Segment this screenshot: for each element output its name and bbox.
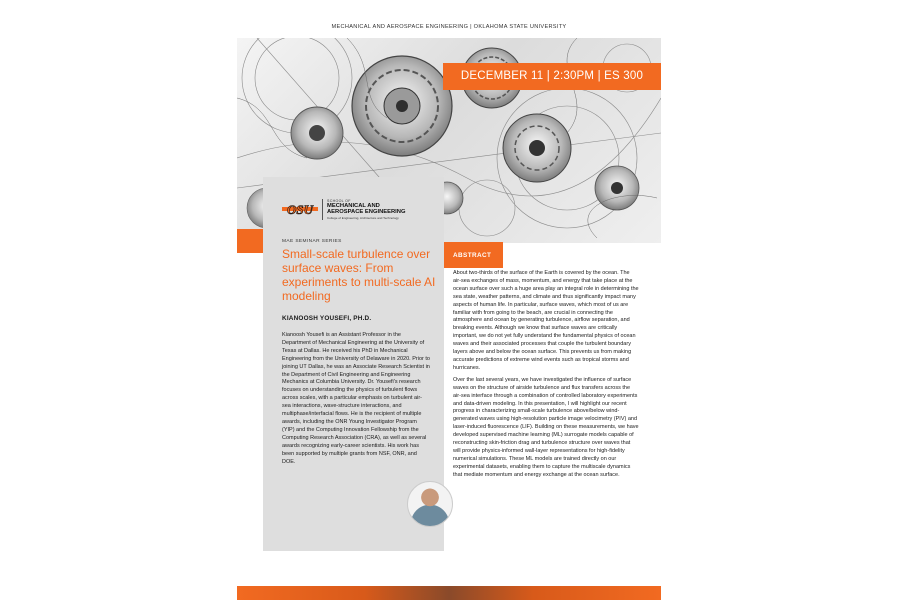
logo-line2: AEROSPACE ENGINEERING: [327, 209, 406, 216]
abstract-paragraph-2: Over the last several years, we have investigated the influence of surface waves on the structure of airside turbulence and flux transfers across the air-sea interface through a combination of controlled laboratory experiments and data-driven modeling. In this presentation, I will highlight our recent progress in characterizing small-scale turbulence above/below wind-generated waves using high-resolution particle image velocimetry (PIV) and laser-induced fluorescence (LIF). Building on these measurements, we have developed supervised machine learning (ML) surrogate models capable of reconstructing skin-friction drag and turbulence structure over waves that will provide physics-informed wall-layer representations for high-fidelity numerical simulations. These ML models are trained directly on our experimental datasets, enabling them to capture the multiscale dynamics that mediate momentum and energy exchange at the ocean surface.: [453, 376, 639, 478]
speaker-bio: Kianoosh Yousefi is an Assistant Professor in the Department of Mechanical Engineering at the University of Texas at Dallas. He received his PhD in Mechanical Engineering from the University of Delaware in 2020. Prior to joining UT Dallas, he was an Associate Research Scientist in the Department of Civil Engineering and Engineering Mechanics at Columbia University. Dr. Yousefi's research focuses on understanding the physics of turbulent flows across scales, with a particular emphasis on turbulent air-sea interactions, wave-structure interactions, and multiphase/interfacial flows. He is the recipient of multiple awards, including the ONR Young Investigator Program (YIP) and the Computing Innovation Fellowship from the Computing Research Association (CRA), as well as several awards recognizing early-career scientists. His work has been supported by multiple grants from NSF, ONR, and DOE.: [282, 332, 430, 465]
speaker-photo-icon: [407, 481, 453, 527]
osu-mark-text: OSU: [286, 202, 314, 218]
abstract-heading: ABSTRACT: [444, 242, 503, 268]
event-date-banner: DECEMBER 11 | 2:30PM | ES 300: [443, 63, 661, 90]
abstract-body: [453, 270, 639, 484]
institution-header: MECHANICAL AND AEROSPACE ENGINEERING | OKLAHOMA STATE UNIVERSITY: [331, 24, 567, 30]
logo-line1: MECHANICAL AND: [327, 203, 380, 209]
osu-mark-icon: [282, 199, 318, 219]
seminar-series: MAE SEMINAR SERIES: [282, 239, 342, 244]
talk-title: Small-scale turbulence over surface waves: From experiments to multi-scale AI modeling: [282, 247, 436, 303]
footer-band: [237, 586, 661, 600]
logo-college: College of Engineering, Architecture and Technology: [327, 215, 399, 220]
logo-school-of: SCHOOL OF: [327, 199, 351, 203]
speaker-panel: [263, 177, 444, 551]
speaker-name: KIANOOSH YOUSEFI, PH.D.: [282, 315, 372, 322]
abstract-paragraph-1: About two-thirds of the surface of the Earth is covered by the ocean. The air-sea exchanges of mass, momentum, and energy that take place at the ocean surface over such a huge area play an integral role in determining the sea state, weather patterns, and climate and thus significantly impact many aspects of human life. In particular, surface waves, which most of us are familiar with from going to the beach, are crucial in connecting the atmosphere and ocean by generating turbulence, airflow separation, and breaking events. Although we know that surface waves are critically important, we do not yet fully understand the fundamental physics of ocean waves and their associated processes that couple the turbulent boundary layers above and below the ocean surface. This prevents us from making accurate predictions of extreme wind events such as tropical storms and hurricanes.: [453, 270, 639, 371]
accent-strip: [237, 229, 263, 253]
osu-logo: [282, 199, 405, 220]
